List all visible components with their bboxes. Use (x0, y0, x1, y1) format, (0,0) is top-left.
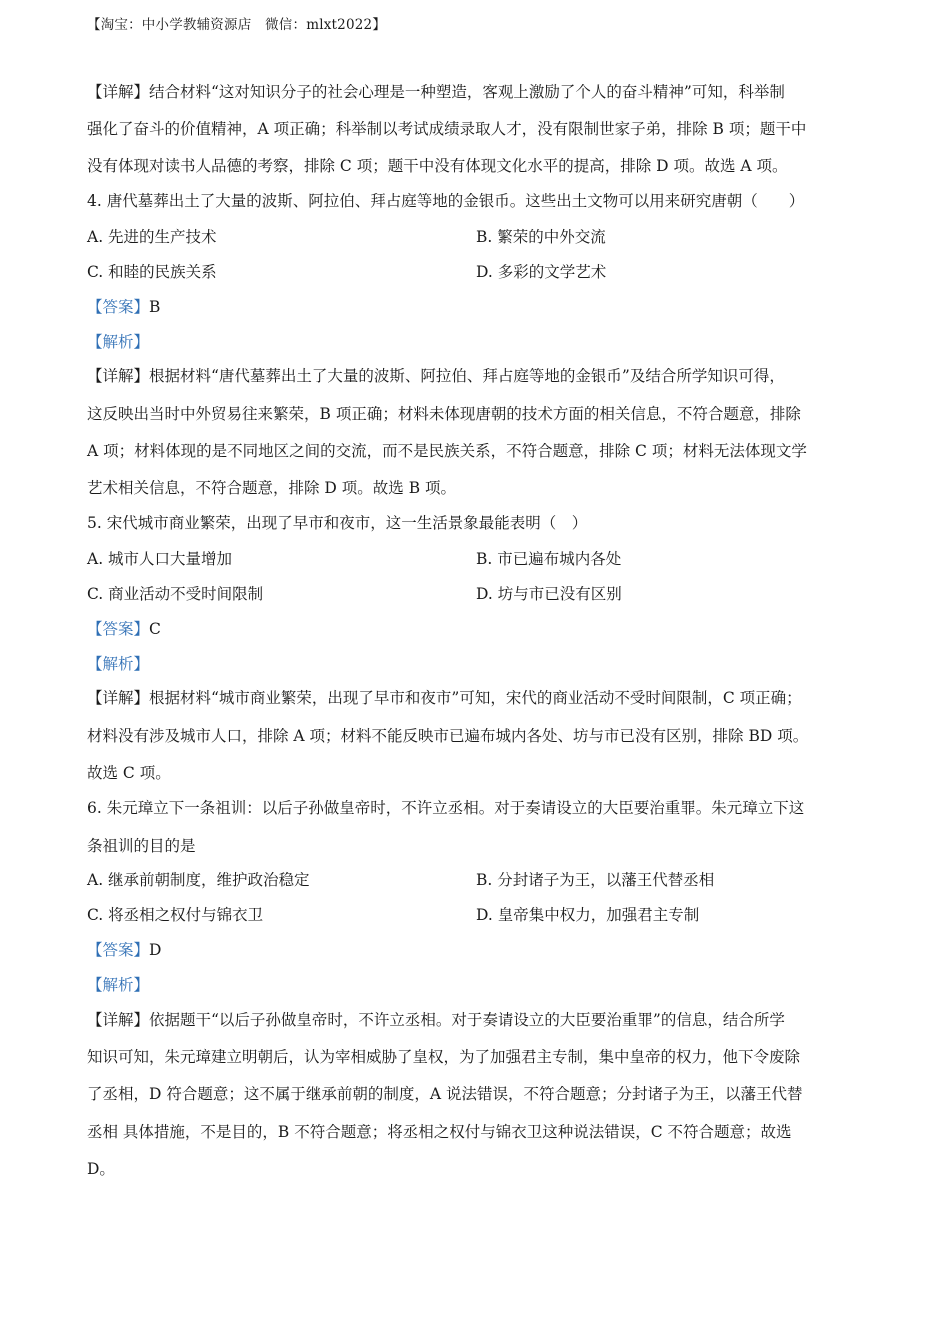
q6-option-d: D. 皇帝集中权力，加强君主专制 (476, 906, 700, 924)
q6-answer-row (87, 940, 161, 960)
q3-detail-line-1: 【详解】结合材料“这对知识分子的社会心理是一种塑造，客观上激励了个人的奋斗精神”可知，科举制 (87, 83, 785, 101)
q4-detail-line-2: 这反映出当时中外贸易往来繁荣，B 项正确；材料未体现唐朝的技术方面的相关信息，不符合题意，排除 (87, 405, 801, 423)
q5-answer-value: C (149, 620, 161, 638)
q4-detail-line-3: A 项；材料体现的是不同地区之间的交流，而不是民族关系，不符合题意，排除 C 项；材料无法体现文学 (87, 442, 807, 460)
q5-option-a: A. 城市人口大量增加 (87, 550, 233, 568)
q4-detail-line-1: 【详解】根据材料“唐代墓葬出土了大量的波斯、阿拉伯、拜占庭等地的金银币”及结合所学知识可得， (87, 367, 785, 385)
q3-detail-line-2: 强化了奋斗的价值精神，A 项正确；科举制以考试成绩录取人才，没有限制世家子弟，排除 B 项；题干中 (87, 120, 807, 138)
q4-answer-value: B (149, 298, 161, 316)
q4-answer-tag: 【答案】 (87, 298, 150, 316)
q6-answer-tag: 【答案】 (87, 941, 150, 959)
q6-question-line-1: 6. 朱元璋立下一条祖训：以后子孙做皇帝时，不许立丞相。对于奏请设立的大臣要治重罪。朱元璋立下这 (87, 799, 805, 817)
q6-option-c: C. 将丞相之权付与锦衣卫 (87, 906, 264, 924)
q5-answer-tag: 【答案】 (87, 620, 150, 638)
q5-detail-line-1: 【详解】根据材料“城市商业繁荣，出现了早市和夜市”可知，宋代的商业活动不受时间限制，C 项正确； (87, 689, 802, 707)
q5-option-b: B. 市已遍布城内各处 (476, 550, 622, 568)
q5-option-c: C. 商业活动不受时间限制 (87, 585, 264, 603)
q4-option-c: C. 和睦的民族关系 (87, 263, 217, 281)
q5-detail-line-2: 材料没有涉及城市人口，排除 A 项；材料不能反映市已遍布城内各处、坊与市已没有区别，排除 BD 项。 (87, 727, 809, 745)
q4-question: 4. 唐代墓葬出土了大量的波斯、阿拉伯、拜占庭等地的金银币。这些出土文物可以用来研究唐朝（ ） (87, 192, 805, 210)
page-header-watermark: 【淘宝：中小学教辅资源店 微信：mlxt2022】 (87, 17, 387, 33)
q6-question-line-2: 条祖训的目的是 (87, 837, 196, 855)
q6-option-b: B. 分封诸子为王，以藩王代替丞相 (476, 871, 715, 889)
q5-analysis-tag: 【解析】 (87, 655, 150, 673)
q6-detail-line-1: 【详解】依据题干“以后子孙做皇帝时，不许立丞相。对于奏请设立的大臣要治重罪”的信息，结合所学 (87, 1011, 785, 1029)
q4-answer-row (87, 297, 160, 317)
q5-detail-line-3: 故选 C 项。 (87, 764, 171, 782)
q4-option-a: A. 先进的生产技术 (87, 228, 217, 246)
q4-analysis-tag: 【解析】 (87, 333, 150, 351)
q3-detail-line-3: 没有体现对读书人品德的考察，排除 C 项；题干中没有体现文化水平的提高，排除 D 项。故选 A 项。 (87, 157, 788, 175)
q4-option-d: D. 多彩的文学艺术 (476, 263, 607, 281)
q6-detail-line-3: 了丞相，D 符合题意；这不属于继承前朝的制度，A 说法错误，不符合题意；分封诸子为王，以藩王代替 (87, 1085, 803, 1103)
q6-option-a: A. 继承前朝制度，维护政治稳定 (87, 871, 310, 889)
q6-detail-line-2: 知识可知，朱元璋建立明朝后，认为宰相威胁了皇权，为了加强君主专制，集中皇帝的权力，他下令废除 (87, 1048, 801, 1066)
q6-answer-value: D (149, 941, 162, 959)
q6-detail-line-5: D。 (87, 1160, 115, 1178)
q6-analysis-tag: 【解析】 (87, 976, 150, 994)
q5-option-d: D. 坊与市已没有区别 (476, 585, 622, 603)
q4-option-b: B. 繁荣的中外交流 (476, 228, 606, 246)
q5-answer-row (87, 619, 161, 639)
q4-detail-line-4: 艺术相关信息，不符合题意，排除 D 项。故选 B 项。 (87, 479, 457, 497)
q6-detail-line-4: 丞相 具体措施，不是目的，B 不符合题意；将丞相之权付与锦衣卫这种说法错误，C 不符合题意；故选 (87, 1123, 792, 1141)
q5-question: 5. 宋代城市商业繁荣，出现了早市和夜市，这一生活景象最能表明（ ） (87, 514, 588, 532)
